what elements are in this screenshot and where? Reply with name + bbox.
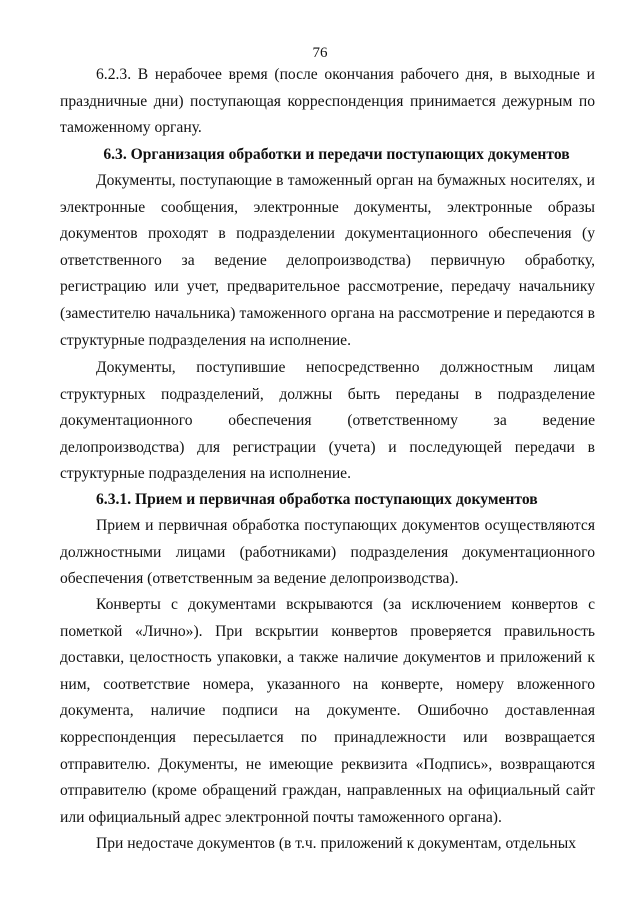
paragraph-6-3-1-first: Прием и первичная обработка поступающих документов осуществляются должностными лицами (работниками) подразделения документационного обеспечения (ответственным за ведение делопроизводства). [60,517,595,588]
paragraph-6-3-second: Документы, поступившие непосредственно должностным лицам структурных подразделений, должны быть переданы в подразделение документационного обеспечения (ответственному за ведение делопроизводства) для регистрации (учета) и последующей передачи в структурные подразделения на исполнение. [60,359,595,483]
subsection-heading-6-3-1: 6.3.1. Прием и первичная обработка поступающих документов [96,491,538,508]
section-heading-6-3: 6.3. Организация обработки и передачи поступающих документов [103,146,570,163]
paragraph-6-3-1-third: При недостаче документов (в т.ч. приложений к документам, отдельных [96,835,577,852]
paragraph-6-3-1-second: Конверты с документами вскрываются (за исключением конвертов с пометкой «Лично»). При вскрытии конвертов проверяется правильность доставки, целостность упаковки, а также наличие документов и приложений к ним, соответствие номера, указанного на конверте, номеру вложенного документа, наличие подписи на документе. Ошибочно доставленная корреспонденция пересылается по принадлежности или возвращается отправителю. Документы, не имеющие реквизита «Подпись», возвращаются отправителю (кроме обращений граждан, направленных на официальный сайт или официальный адрес электронной почты таможенного органа). [60,596,595,826]
page-number: 76 [312,45,328,61]
paragraph-6-2-3: 6.2.3. В нерабочее время (после окончания рабочего дня, в выходные и праздничные дни) поступающая корреспонденция принимается дежурным по таможенному органу. [60,66,595,137]
paragraph-6-3-first: Документы, поступающие в таможенный орган на бумажных носителях, и электронные сообщения, электронные документы, электронные образы документов проходят в подразделении документационного обеспечения (у ответственного за ведение делопроизводства) первичную обработку, регистрацию или учет, предварительное рассмотрение, передачу начальнику (заместителю начальника) таможенного органа на рассмотрение и передаются в структурные подразделения на исполнение. [60,172,595,349]
